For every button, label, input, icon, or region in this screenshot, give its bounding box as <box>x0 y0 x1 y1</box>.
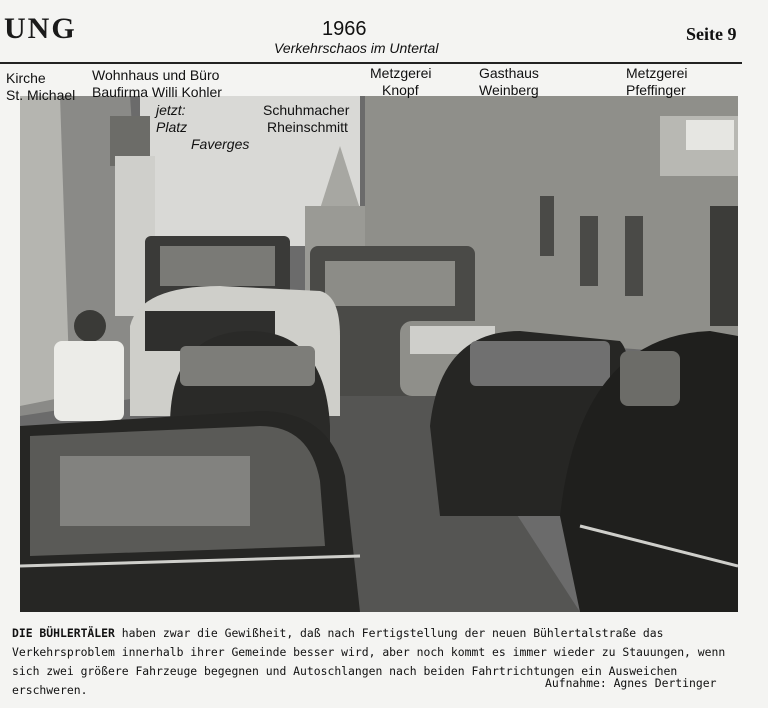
label-jetzt-line3: Faverges <box>191 136 250 152</box>
label-metzgerei-knopf <box>370 65 431 99</box>
label-schuhmacher <box>263 102 349 136</box>
label-metzgerei-pfeffinger <box>626 65 687 99</box>
label-kirche <box>6 70 75 104</box>
label-schuhmacher-line2: Rheinschmitt <box>267 119 348 135</box>
label-jetzt <box>156 102 249 153</box>
label-gasthaus-line2: Weinberg <box>479 82 539 98</box>
label-wohnhaus-line1: Wohnhaus und Büro <box>92 67 220 83</box>
header-divider <box>0 62 742 64</box>
year-title: 1966 <box>322 18 367 40</box>
label-kirche-line2: St. Michael <box>6 87 76 103</box>
street-photo <box>20 96 738 612</box>
label-metzgerei-pfeffinger-line1: Metzgerei <box>626 65 688 81</box>
label-kirche-line1: Kirche <box>6 70 46 86</box>
newspaper-masthead: UNG <box>4 12 77 45</box>
label-jetzt-line2: Platz <box>156 119 188 135</box>
caption-lead: DIE BÜHLERTÄLER <box>12 626 115 640</box>
label-schuhmacher-line1: Schuhmacher <box>263 102 350 118</box>
label-gasthaus-line1: Gasthaus <box>479 65 539 81</box>
label-gasthaus <box>479 65 539 99</box>
caption-text: haben zwar die Gewißheit, daß nach Fertigstellung der neuen Bühlertalstraße das Verkehrsproblem innerhalb ihrer Gemeinde besser wird, aber noch kommt es immer wieder zu Stauungen, wenn sich zwei größere Fahrzeuge begegnen und Autoschlangen nach beiden Fahrtrichtungen ein Ausweichen erschweren. <box>12 626 726 697</box>
label-metzgerei-knopf-line1: Metzgerei <box>370 65 432 81</box>
label-metzgerei-pfeffinger-line2: Pfeffinger <box>626 82 686 98</box>
article-subtitle: Verkehrschaos im Untertal <box>274 40 439 56</box>
label-jetzt-line1: jetzt: <box>156 102 186 118</box>
label-wohnhaus-line2: Baufirma Willi Kohler <box>92 84 222 100</box>
page-number: Seite 9 <box>686 24 737 44</box>
label-wohnhaus <box>92 67 222 101</box>
label-metzgerei-knopf-line2: Knopf <box>382 82 419 98</box>
street-scene-graphic <box>20 96 738 612</box>
photo-credit: Aufnahme: Agnes Dertinger <box>545 676 717 690</box>
